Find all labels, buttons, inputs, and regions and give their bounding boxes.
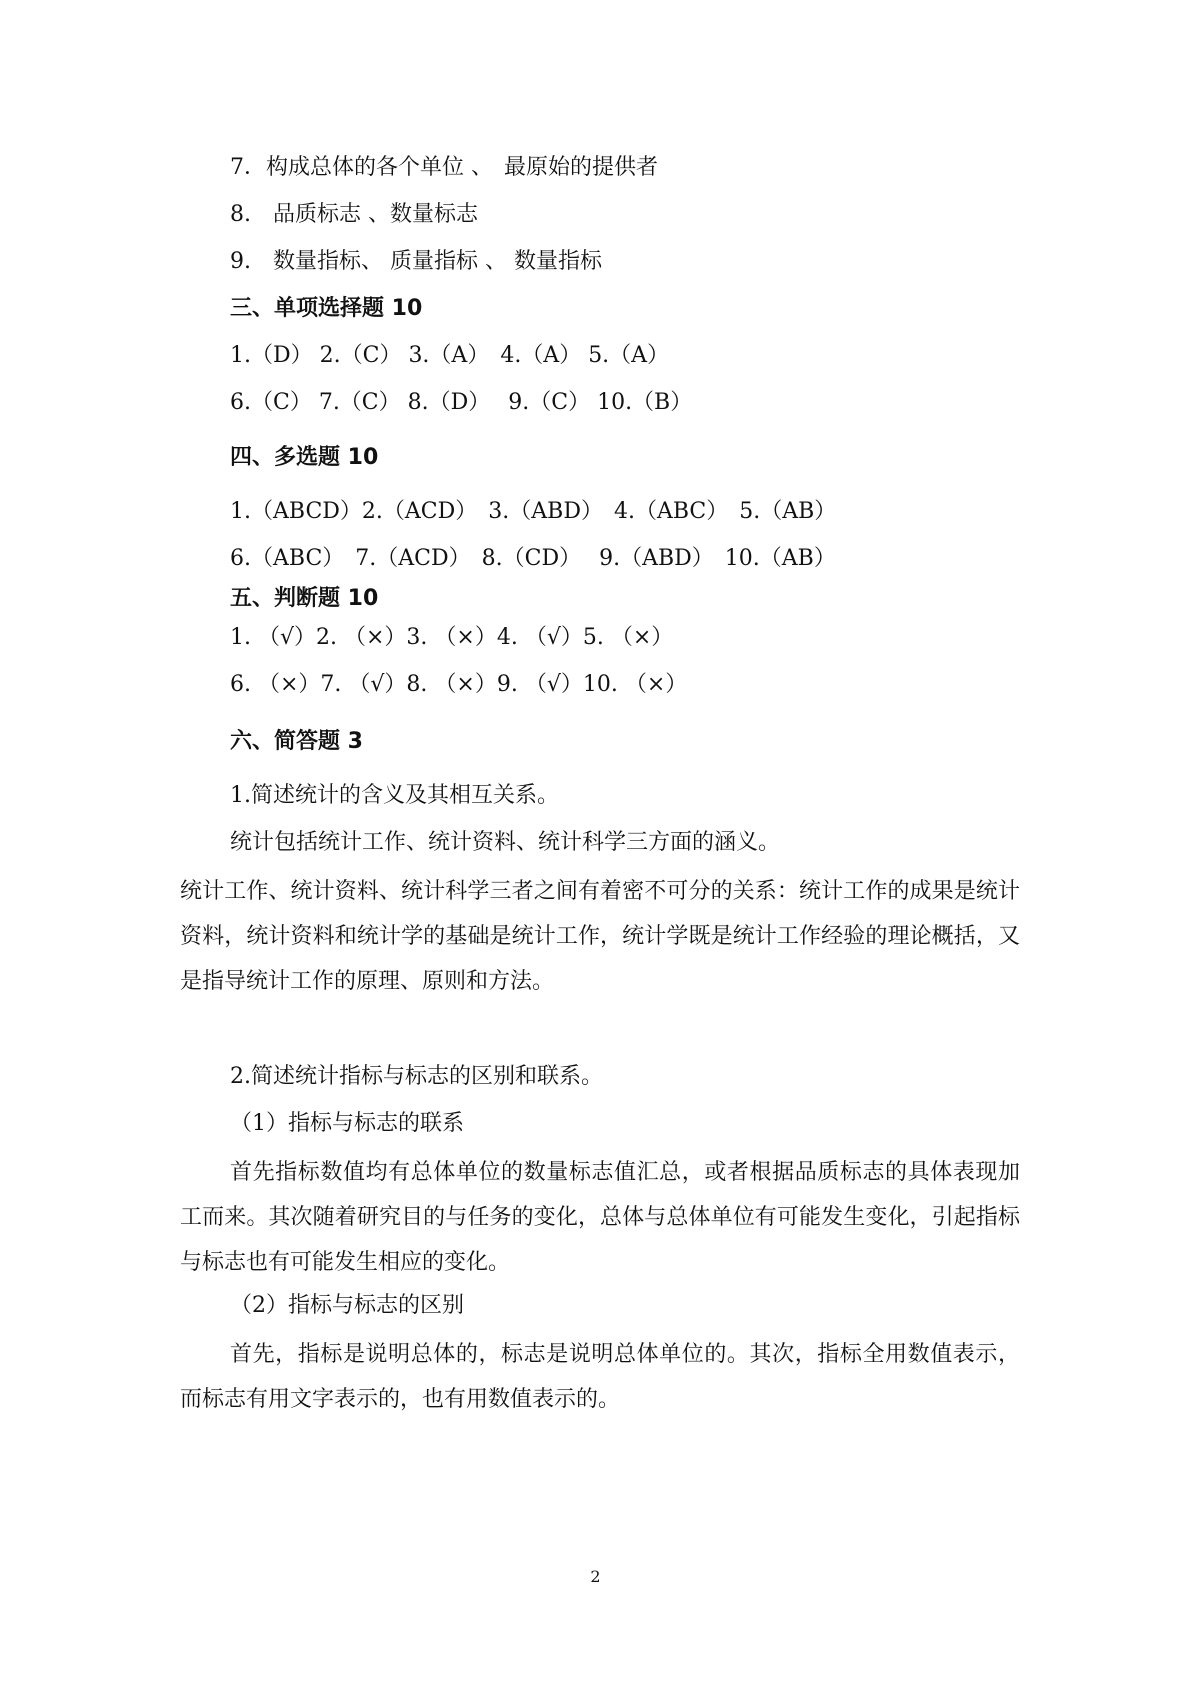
section-5-answers-row-2: 6. （×）7. （√）8. （×）9. （√）10. （×） <box>230 672 688 697</box>
fill-in-item-9: 9. 数量指标、 质量指标 、 数量指标 <box>230 249 602 274</box>
question-1-answer-summary: 统计包括统计工作、统计资料、统计科学三方面的涵义。 <box>230 830 781 855</box>
question-2: 2.简述统计指标与标志的区别和联系。 <box>230 1064 603 1089</box>
section-4-answers-row-1: 1.（ABCD）2.（ACD） 3.（ABD） 4.（ABC） 5.（AB） <box>230 499 837 524</box>
section-4-answers-row-2: 6.（ABC） 7.（ACD） 8.（CD） 9.（ABD） 10.（AB） <box>230 546 836 571</box>
section-6-heading: 六、简答题 3 <box>230 729 363 754</box>
question-2-subheading-2: （2）指标与标志的区别 <box>230 1293 464 1318</box>
section-3-answers-row-1: 1.（D） 2.（C） 3.（A） 4.（A） 5.（A） <box>230 343 670 368</box>
question-2-paragraph-1: 首先指标数值均有总体单位的数量标志值汇总，或者根据品质标志的具体表现加工而来。其次随着研究目的与任务的变化，总体与总体单位有可能发生变化，引起指标与标志也有可能发生相应的变化。 <box>180 1160 1020 1275</box>
fill-in-item-8: 8. 品质标志 、数量标志 <box>230 202 478 227</box>
question-2-subheading-1: （1）指标与标志的联系 <box>230 1111 464 1136</box>
question-1-answer-paragraph: 统计工作、统计资料、统计科学三者之间有着密不可分的关系：统计工作的成果是统计资料，统计资料和统计学的基础是统计工作，统计学既是统计工作经验的理论概括，又是指导统计工作的原理、原则和方法。 <box>180 879 1020 994</box>
question-2-paragraph-2: 首先，指标是说明总体的，标志是说明总体单位的。其次，指标全用数值表示，而标志有用文字表示的，也有用数值表示的。 <box>180 1342 1020 1412</box>
section-3-answers-row-2: 6.（C） 7.（C） 8.（D） 9.（C） 10.（B） <box>230 390 693 415</box>
section-4-heading: 四、多选题 10 <box>230 445 379 470</box>
page-number: 2 <box>590 1567 601 1586</box>
section-5-heading: 五、判断题 10 <box>230 586 379 611</box>
section-3-heading: 三、单项选择题 10 <box>230 296 423 321</box>
fill-in-item-7: 7．构成总体的各个单位 、 最原始的提供者 <box>230 155 658 180</box>
question-1: 1.简述统计的含义及其相互关系。 <box>230 783 559 808</box>
section-5-answers-row-1: 1. （√）2. （×）3. （×）4. （√）5. （×） <box>230 625 674 650</box>
